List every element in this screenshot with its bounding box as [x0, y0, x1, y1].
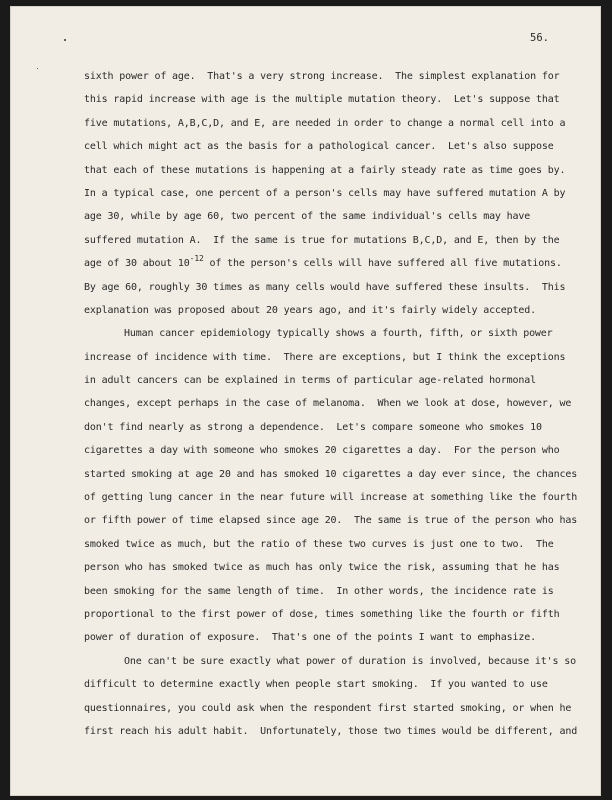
text-line: In a typical case, one percent of a person's cells may have suffered mutation A by	[84, 187, 566, 199]
text-line: of getting lung cancer in the near future will increase at something like the fourth	[84, 492, 578, 504]
text-line: cell which might act as the basis for a pathological cancer. Let's also suppose	[84, 141, 554, 153]
text-line: explanation was proposed about 20 years ago, and it's fairly widely accepted.	[84, 304, 537, 316]
paragraph	[84, 650, 584, 744]
text-line: this rapid increase with age is the multiple mutation theory. Let's suppose that	[84, 94, 560, 106]
page-number: 56.	[530, 32, 549, 44]
text-line: cigarettes a day with someone who smokes 20 cigarettes a day. For the person who	[84, 445, 560, 457]
paper-speck	[64, 39, 66, 41]
text-line: age 30, while by age 60, two percent of the same individual's cells may have	[84, 211, 531, 223]
text-line: person who has smoked twice as much has only twice the risk, assuming that he has	[84, 562, 560, 574]
text-line: sixth power of age. That's a very strong increase. The simplest explanation for	[84, 71, 560, 82]
text-line: in adult cancers can be explained in terms of particular age-related hormonal	[84, 375, 537, 387]
exponent: -12	[189, 254, 204, 264]
text-line: By age 60, roughly 30 times as many cells would have suffered these insults. This	[84, 281, 566, 293]
paper-speck	[37, 68, 38, 69]
text-line: smoked twice as much, but the ratio of these two curves is just one to two. The	[84, 538, 554, 550]
text-line	[84, 252, 584, 275]
text-line: started smoking at age 20 and has smoked 10 cigarettes a day ever since, the chances	[84, 468, 578, 480]
text-line: first reach his adult habit. Unfortunately, those two times would be different, and	[84, 725, 578, 737]
text-line: that each of these mutations is happening at a fairly steady rate as time goes by.	[84, 164, 566, 176]
text-line: been smoking for the same length of time. In other words, the incidence rate is	[84, 585, 554, 597]
text-line: changes, except perhaps in the case of melanoma. When we look at dose, however, we	[84, 398, 572, 410]
text-segment: age of 30 about 10	[84, 258, 190, 270]
text-line: One can't be sure exactly what power of duration is involved, because it's so	[124, 655, 577, 667]
body-text	[84, 65, 584, 743]
text-line: difficult to determine exactly when people start smoking. If you wanted to use	[84, 679, 548, 691]
text-line: proportional to the first power of dose, times something like the fourth or fifth	[84, 608, 560, 620]
text-line: or fifth power of time elapsed since age 20. The same is true of the person who has	[84, 515, 578, 527]
text-line: increase of incidence with time. There are exceptions, but I think the exceptions	[84, 351, 566, 363]
text-line: suffered mutation A. If the same is true for mutations B,C,D, and E, then by the	[84, 234, 560, 246]
text-line: Human cancer epidemiology typically shows a fourth, fifth, or sixth power	[124, 328, 553, 340]
paragraph	[84, 322, 584, 649]
text-line: don't find nearly as strong a dependence. Let's compare someone who smokes 10	[84, 421, 542, 433]
text-segment: of the person's cells will have suffered all five mutations.	[203, 258, 562, 270]
text-line: questionnaires, you could ask when the respondent first started smoking, or when he	[84, 702, 572, 714]
text-line: power of duration of exposure. That's one of the points I want to emphasize.	[84, 632, 537, 644]
document-page	[10, 6, 601, 796]
paragraph	[84, 65, 584, 322]
text-line: five mutations, A,B,C,D, and E, are needed in order to change a normal cell into a	[84, 117, 566, 129]
